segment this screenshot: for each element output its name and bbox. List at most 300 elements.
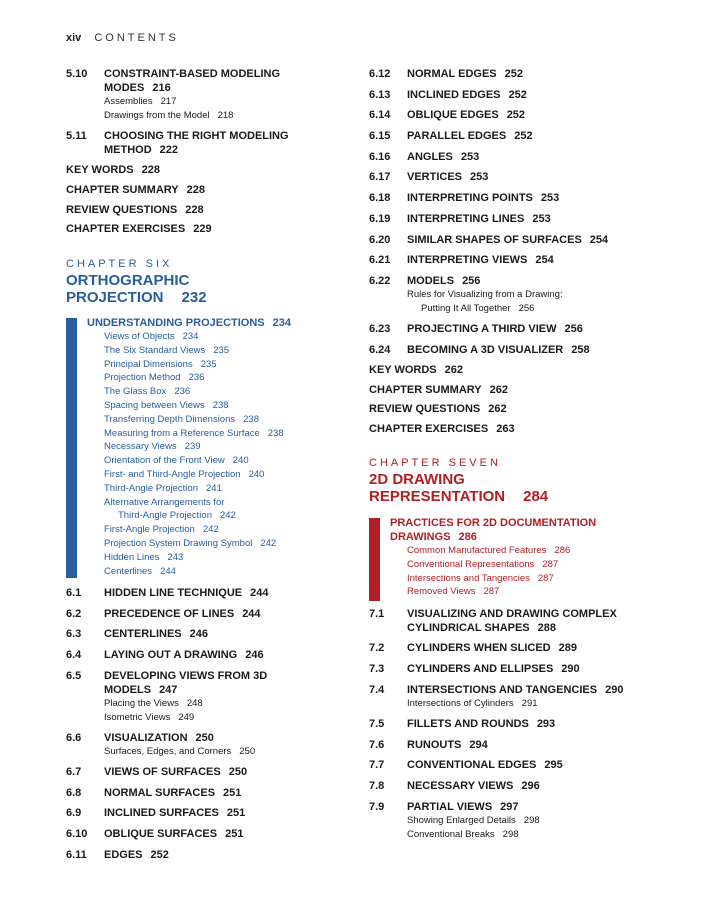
section-title[interactable]: [104, 786, 366, 800]
entry-title: Spacing between Views: [104, 399, 205, 411]
entry-title: Centerlines: [104, 565, 153, 577]
subsection-item[interactable]: [407, 814, 669, 828]
page-ref: 240: [232, 455, 249, 467]
toc-entry: [66, 669, 366, 725]
toc-entry: [369, 88, 669, 102]
page-ref: 250: [228, 766, 248, 778]
page-ref: 251: [226, 807, 246, 819]
entry-title: First-Angle Projection: [104, 524, 195, 536]
page-ref: 288: [537, 622, 557, 634]
section-item[interactable]: [104, 468, 367, 482]
section-number: 6.12: [369, 68, 391, 80]
section-title[interactable]: [407, 800, 669, 814]
chapter-six-title[interactable]: [66, 272, 207, 306]
section-number: 6.24: [369, 344, 391, 356]
section-number: 6.18: [369, 192, 391, 204]
section-title[interactable]: CONSTRAINT-BASED MODELING: [104, 68, 280, 80]
page-ref: 287: [542, 558, 559, 570]
entry-title: MODES: [104, 82, 145, 94]
page-ref: 253: [460, 151, 480, 163]
toc-entry: [369, 191, 669, 205]
toc-entry: [369, 212, 669, 226]
page-ref: 243: [167, 551, 184, 563]
section-item[interactable]: [104, 454, 367, 468]
chapter-six-page: 232: [181, 289, 207, 306]
section-title-cont[interactable]: [104, 683, 366, 697]
toc-entry: [369, 129, 669, 143]
section-number: 6.22: [369, 275, 391, 287]
page-number: xiv: [66, 32, 82, 44]
entry-title: CHAPTER SUMMARY: [66, 184, 179, 196]
page-ref: 244: [250, 587, 269, 599]
section-item[interactable]: [104, 371, 367, 385]
section-number: 6.4: [66, 649, 82, 661]
entry-title: HIDDEN LINE TECHNIQUE: [104, 587, 243, 599]
entry-title: Third-Angle Projection: [104, 482, 198, 494]
section-number: 7.1: [369, 608, 385, 620]
entry-title: NORMAL EDGES: [407, 68, 497, 80]
chapter-six-label: CHAPTER SIX: [66, 258, 173, 270]
page-ref: 253: [470, 171, 489, 183]
page-ref: 234: [272, 317, 292, 329]
page-ref: 216: [152, 82, 171, 94]
section-number: 6.20: [369, 234, 391, 246]
section-title[interactable]: [407, 129, 669, 143]
page-ref: 258: [571, 344, 590, 356]
entry-title: CYLINDRICAL SHAPES: [407, 622, 530, 634]
entry-title: Projection System Drawing Symbol: [104, 537, 253, 549]
page-ref: 244: [242, 608, 261, 620]
section-title[interactable]: [407, 170, 669, 184]
section-item[interactable]: [104, 565, 367, 579]
toc-entry: [369, 683, 669, 711]
entry-title: BECOMING A 3D VISUALIZER: [407, 344, 564, 356]
page-ref: 254: [589, 234, 609, 246]
toc-entry: [369, 738, 669, 752]
section-number: 7.9: [369, 801, 385, 813]
section-heading[interactable]: PRACTICES FOR 2D DOCUMENTATION: [390, 517, 597, 529]
entry-title: Intersections of Cylinders: [407, 698, 514, 709]
entry-title: PRECEDENCE OF LINES: [104, 608, 235, 620]
entry-title: Intersections and Tangencies: [407, 572, 530, 584]
subsection-item[interactable]: [104, 697, 366, 711]
chapter-six-title-line2: [66, 289, 207, 306]
page-ref: 286: [458, 531, 477, 543]
toc-entry: [369, 717, 669, 731]
right-column: [369, 0, 669, 900]
section-title[interactable]: [104, 627, 366, 641]
toc-entry: [66, 827, 366, 841]
section-item[interactable]: [104, 496, 367, 510]
chapter-end-item[interactable]: [369, 402, 507, 416]
entry-title: First- and Third-Angle Projection: [104, 468, 241, 480]
section-item[interactable]: [104, 427, 367, 441]
section-title[interactable]: [104, 607, 366, 621]
page-ref: 248: [186, 698, 203, 709]
toc-entry: [369, 800, 669, 842]
section-item[interactable]: [104, 482, 367, 496]
entry-title: The Glass Box: [104, 386, 167, 398]
section-item[interactable]: [407, 572, 670, 586]
page-ref: 228: [185, 204, 204, 216]
entry-title: CHAPTER EXERCISES: [369, 423, 489, 435]
entry-title: Isometric Views: [104, 711, 171, 723]
entry-title: Measuring from a Reference Surface: [104, 427, 260, 439]
section-title[interactable]: [104, 586, 366, 600]
page-ref: 249: [178, 711, 195, 723]
toc-entry: [369, 150, 669, 164]
section-number: 6.13: [369, 89, 391, 101]
toc-entry: [66, 806, 366, 820]
toc-entry: [369, 253, 669, 267]
section-number: 6.16: [369, 151, 391, 163]
entry-title: Alternative Arrangements for: [104, 496, 225, 508]
page-ref: 253: [540, 192, 560, 204]
section-title[interactable]: [407, 641, 669, 655]
section-item[interactable]: [104, 537, 367, 551]
chapter-end-item[interactable]: [369, 383, 508, 397]
section-title[interactable]: [407, 88, 669, 102]
section-number: 7.4: [369, 684, 385, 696]
entry-title: SIMILAR SHAPES OF SURFACES: [407, 234, 582, 246]
section-item[interactable]: [104, 344, 367, 358]
section-title[interactable]: VISUALIZING AND DRAWING COMPLEX: [407, 608, 617, 620]
toc-entry: [369, 343, 669, 357]
page-ref: 236: [188, 372, 205, 384]
toc-entry: [66, 765, 366, 779]
page-ref: 235: [213, 344, 230, 356]
section-number: 6.7: [66, 766, 82, 778]
section-title[interactable]: [407, 758, 669, 772]
entry-title: VIEWS OF SURFACES: [104, 766, 221, 778]
entry-title: CYLINDERS WHEN SLICED: [407, 642, 551, 654]
entry-title: Drawings from the Model: [104, 109, 210, 121]
section-title[interactable]: [407, 343, 669, 357]
entry-title: KEY WORDS: [369, 364, 437, 376]
page-ref: 263: [496, 423, 515, 435]
chapter-end-item[interactable]: [66, 163, 160, 177]
page-ref: 228: [186, 184, 206, 196]
section-item[interactable]: [104, 399, 367, 413]
page-ref: 241: [206, 482, 222, 494]
chapter-seven-accent-bar: [369, 518, 380, 601]
section-number: 6.6: [66, 732, 82, 744]
page-ref: 256: [564, 323, 583, 335]
toc-entry: [369, 779, 669, 793]
toc-entry: [66, 129, 366, 157]
section-number: 7.3: [369, 663, 385, 675]
toc-entry: [369, 662, 669, 676]
section-title[interactable]: [407, 717, 669, 731]
page-ref: 238: [243, 413, 259, 425]
page-ref: 253: [532, 213, 551, 225]
toc-entry: [369, 322, 669, 336]
toc-entry: [66, 848, 366, 862]
toc-entry: [369, 758, 669, 772]
section-title[interactable]: [407, 779, 669, 793]
section-title[interactable]: [407, 150, 669, 164]
page-ref: 251: [225, 828, 244, 840]
section-number: 6.9: [66, 807, 82, 819]
section-title[interactable]: [104, 848, 366, 862]
section-title[interactable]: [407, 738, 669, 752]
page-ref: 228: [141, 164, 160, 176]
page-ref: 289: [558, 642, 577, 654]
section-item[interactable]: [104, 330, 367, 344]
section-number: 6.19: [369, 213, 391, 225]
entry-title: EDGES: [104, 849, 143, 861]
chapter-six-title-line1: ORTHOGRAPHIC: [66, 272, 190, 289]
page-ref: 290: [605, 684, 624, 696]
chapter-seven-title-line1: 2D DRAWING: [369, 471, 465, 488]
entry-title: FILLETS AND ROUNDS: [407, 718, 529, 730]
page-ref: 246: [245, 649, 264, 661]
section-title[interactable]: [104, 648, 366, 662]
section-title[interactable]: [407, 233, 669, 247]
section-number: 6.3: [66, 628, 82, 640]
page-ref: 218: [217, 109, 234, 121]
chapter-seven-title-text: REPRESENTATION: [369, 488, 506, 505]
page-ref: 244: [160, 565, 176, 577]
section-number: 7.6: [369, 739, 385, 751]
page-ref: 287: [537, 572, 554, 584]
entry-title: Orientation of the Front View: [104, 455, 225, 467]
section-number: 6.23: [369, 323, 391, 335]
page-ref: 234: [182, 331, 199, 342]
entry-title: Placing the Views: [104, 698, 179, 709]
section-title[interactable]: [407, 108, 669, 122]
entry-title: Hidden Lines: [104, 551, 160, 563]
page-ref: 252: [150, 849, 169, 861]
entry-title: Rules for Visualizing from a Drawing:: [407, 289, 563, 300]
entry-title: Necessary Views: [104, 441, 177, 453]
page-ref: 252: [508, 89, 527, 101]
entry-title: REVIEW QUESTIONS: [66, 204, 178, 216]
subsection-item[interactable]: [407, 288, 669, 302]
chapter-six-title-text: PROJECTION: [66, 289, 164, 306]
left-column: [66, 0, 366, 900]
chapter-end-item[interactable]: [66, 183, 205, 197]
entry-title: INTERPRETING LINES: [407, 213, 525, 225]
section-number: 6.17: [369, 171, 391, 183]
page-ref: 246: [189, 628, 208, 640]
toc-entry: [369, 67, 669, 81]
section-title[interactable]: DEVELOPING VIEWS FROM 3D: [104, 670, 268, 682]
section-title[interactable]: [104, 806, 366, 820]
subsection-item[interactable]: [407, 697, 669, 711]
entry-title: CONVENTIONAL EDGES: [407, 759, 537, 771]
entry-title: METHOD: [104, 144, 152, 156]
section-item[interactable]: [104, 551, 367, 565]
toc-entry: [369, 607, 669, 635]
toc-entry: [369, 170, 669, 184]
chapter-seven-title-line2: [369, 488, 548, 505]
entry-title: MODELS: [104, 684, 152, 696]
page-ref: 235: [200, 358, 217, 370]
page-ref: 217: [160, 96, 177, 107]
section-title[interactable]: [104, 765, 366, 779]
chapter-end-item[interactable]: [66, 203, 204, 217]
entry-title: Conventional Breaks: [407, 828, 495, 840]
entry-title: INTERPRETING POINTS: [407, 192, 533, 204]
section-number: 7.7: [369, 759, 385, 771]
entry-title: Surfaces, Edges, and Corners: [104, 746, 232, 757]
subsection-item[interactable]: [104, 95, 366, 109]
entry-title: RUNOUTS: [407, 739, 462, 751]
page-ref: 256: [518, 302, 535, 314]
page-ref: 242: [260, 537, 277, 549]
page-ref: 298: [523, 815, 540, 826]
section-item[interactable]: [104, 385, 367, 399]
chapter-seven-label: CHAPTER SEVEN: [369, 457, 501, 469]
subsection-item[interactable]: [104, 109, 366, 123]
section-heading[interactable]: [87, 316, 367, 330]
section-number: 7.5: [369, 718, 385, 730]
toc-entry: [369, 274, 669, 316]
page-ref: 252: [514, 130, 533, 142]
section-title[interactable]: [407, 662, 669, 676]
chapter-end-item[interactable]: [66, 222, 212, 236]
entry-title: REVIEW QUESTIONS: [369, 403, 481, 415]
section-title[interactable]: CHOOSING THE RIGHT MODELING: [104, 130, 289, 142]
section-title[interactable]: [407, 67, 669, 81]
entry-title: PROJECTING A THIRD VIEW: [407, 323, 557, 335]
section-number: 6.1: [66, 587, 82, 599]
page-ref: 294: [469, 739, 488, 751]
entry-title: Removed Views: [407, 586, 476, 598]
subsection-item[interactable]: [104, 711, 366, 725]
section-heading-cont[interactable]: [390, 530, 670, 544]
section-number: 6.11: [66, 849, 87, 861]
entry-title: INTERSECTIONS AND TANGENCIES: [407, 684, 598, 696]
section-number: 6.15: [369, 130, 391, 142]
page-ref: 254: [535, 254, 554, 266]
page-ref: 236: [174, 386, 191, 398]
section-title[interactable]: [104, 731, 366, 745]
toc-entry: [66, 786, 366, 800]
page-ref: 295: [544, 759, 563, 771]
section-item[interactable]: [104, 523, 367, 537]
section-item[interactable]: [104, 440, 367, 454]
page-ref: 256: [462, 275, 481, 287]
section-item[interactable]: [104, 413, 367, 427]
section-number: 5.11: [66, 130, 87, 142]
page-ref: 251: [223, 787, 242, 799]
entry-title: Transferring Depth Dimensions: [104, 413, 236, 425]
section-title[interactable]: [104, 827, 366, 841]
entry-title: The Six Standard Views: [104, 344, 206, 356]
page-ref: 247: [159, 684, 178, 696]
entry-title: ANGLES: [407, 151, 453, 163]
page-ref: 298: [502, 828, 519, 840]
entry-title: Principal Dimensions: [104, 358, 193, 370]
entry-title: OBLIQUE EDGES: [407, 109, 499, 121]
entry-title: INCLINED SURFACES: [104, 807, 219, 819]
section-title[interactable]: [407, 253, 669, 267]
section-item[interactable]: [104, 358, 367, 372]
page-ref: 242: [220, 510, 236, 522]
entry-title: INCLINED EDGES: [407, 89, 501, 101]
page-ref: 291: [521, 698, 538, 709]
section-item[interactable]: [407, 585, 670, 599]
section-number: 6.21: [369, 254, 391, 266]
section-title-cont[interactable]: [104, 81, 366, 95]
page-ref: 242: [202, 524, 219, 536]
section-item[interactable]: [118, 509, 367, 523]
page-ref: 238: [212, 399, 229, 411]
entry-title: UNDERSTANDING PROJECTIONS: [87, 317, 265, 329]
entry-title: INTERPRETING VIEWS: [407, 254, 528, 266]
toc-entry: [66, 67, 366, 123]
page-ref: 262: [489, 384, 509, 396]
entry-title: DRAWINGS: [390, 531, 451, 543]
entry-title: NORMAL SURFACES: [104, 787, 216, 799]
page-ref: 290: [561, 663, 580, 675]
page-ref: 296: [521, 780, 540, 792]
section-title-cont[interactable]: [104, 143, 366, 157]
section-item[interactable]: [407, 544, 670, 558]
section-title[interactable]: [407, 191, 669, 205]
subsection-item[interactable]: [407, 828, 669, 842]
entry-title: VERTICES: [407, 171, 463, 183]
toc-entry: [66, 731, 366, 759]
page-ref: 262: [444, 364, 463, 376]
section-number: 7.8: [369, 780, 385, 792]
section-number: 5.10: [66, 68, 88, 80]
section-title[interactable]: [407, 322, 669, 336]
chapter-six-accent-bar: [66, 318, 77, 578]
toc-entry: [369, 233, 669, 247]
entry-title: CYLINDERS AND ELLIPSES: [407, 663, 554, 675]
entry-title: Assemblies: [104, 96, 153, 107]
entry-title: MODELS: [407, 275, 455, 287]
entry-title: NECESSARY VIEWS: [407, 780, 514, 792]
section-title[interactable]: [407, 274, 669, 288]
page-ref: 286: [554, 545, 571, 556]
toc-entry: [369, 108, 669, 122]
entry-title: Views of Objects: [104, 331, 175, 342]
entry-title: PARALLEL EDGES: [407, 130, 507, 142]
entry-title: Putting It All Together: [421, 302, 511, 314]
chapter-end-item[interactable]: [369, 422, 515, 436]
page-ref: 222: [159, 144, 179, 156]
page-ref: 252: [504, 68, 523, 80]
entry-title: PARTIAL VIEWS: [407, 801, 493, 813]
section-number: 6.2: [66, 608, 82, 620]
entry-title: Third-Angle Projection: [118, 510, 212, 522]
section-number: 6.8: [66, 787, 82, 799]
chapter-seven-title[interactable]: [369, 471, 548, 505]
section-title-cont[interactable]: [407, 621, 669, 635]
subsection-item[interactable]: [104, 745, 366, 759]
section-title[interactable]: [407, 683, 669, 697]
toc-entry: [66, 586, 366, 600]
subsection-item[interactable]: [421, 302, 669, 316]
toc-entry: [66, 648, 366, 662]
toc-entry: [66, 627, 366, 641]
section-item[interactable]: [407, 558, 670, 572]
entry-title: Projection Method: [104, 372, 181, 384]
entry-title: Showing Enlarged Details: [407, 815, 516, 826]
entry-title: OBLIQUE SURFACES: [104, 828, 218, 840]
section-title[interactable]: [407, 212, 669, 226]
entry-title: KEY WORDS: [66, 164, 134, 176]
section-number: 7.2: [369, 642, 385, 654]
entry-title: VISUALIZATION: [104, 732, 188, 744]
page-ref: 229: [193, 223, 212, 235]
chapter-end-item[interactable]: [369, 363, 463, 377]
page-ref: 250: [195, 732, 214, 744]
